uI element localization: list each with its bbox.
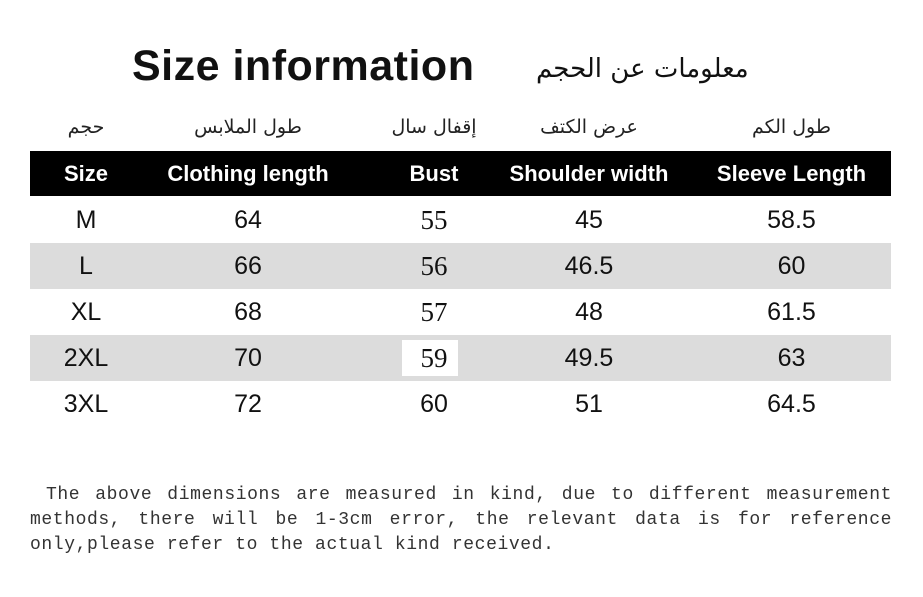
header-clothing-length: Clothing length	[167, 161, 329, 186]
table-row	[30, 243, 891, 289]
arabic-header-clothing-length: طول الملابس	[194, 116, 302, 138]
cell-shoulder-width: 45	[575, 206, 603, 234]
arabic-header-row	[0, 116, 923, 146]
header-bust: Bust	[409, 161, 459, 186]
header-size: Size	[63, 161, 109, 186]
size-title: Size information	[132, 42, 475, 90]
arabic-header-size: حجم	[67, 116, 105, 138]
size-title-arabic: معلومات عن الحجم	[536, 54, 749, 84]
measurement-note-text: The above dimensions are measured in kind, due to different measurement methods, there will be 1-3cm error, the relevant data is for reference only,please refer to the actual kind received.	[30, 485, 892, 555]
cell-shoulder-width: 49.5	[564, 344, 614, 372]
table-row	[30, 289, 891, 335]
cell-sleeve-length: 63	[777, 344, 806, 372]
cell-clothing-length: 72	[234, 390, 262, 418]
measurement-note	[30, 483, 892, 558]
cell-clothing-length: 64	[234, 206, 262, 234]
cell-size: 3XL	[63, 390, 109, 418]
arabic-header-sleeve-length: طول الكم	[752, 116, 831, 138]
table-header	[30, 151, 891, 196]
cell-size: 2XL	[63, 344, 109, 372]
cell-clothing-length: 70	[234, 344, 262, 372]
cell-shoulder-width: 51	[575, 390, 603, 418]
arabic-header-bust: إقفال سال	[391, 116, 477, 138]
cell-bust: 55	[420, 205, 448, 235]
cell-sleeve-length: 61.5	[767, 298, 816, 326]
cell-bust: 57	[420, 297, 448, 327]
table-row	[30, 197, 891, 243]
cell-bust: 59	[420, 343, 448, 373]
cell-clothing-length: 68	[234, 298, 262, 326]
table-row	[30, 381, 891, 427]
cell-shoulder-width: 46.5	[564, 252, 614, 280]
cell-clothing-length: 66	[234, 252, 262, 280]
cell-shoulder-width: 48	[575, 298, 603, 326]
cell-sleeve-length: 64.5	[767, 390, 816, 418]
cell-size: XL	[70, 298, 102, 326]
cell-sleeve-length: 58.5	[767, 206, 816, 234]
header-sleeve-length: Sleeve Length	[716, 161, 867, 186]
table-row	[30, 335, 891, 381]
cell-bust: 56	[420, 251, 448, 281]
arabic-header-shoulder-width: عرض الكتف	[540, 116, 638, 138]
cell-bust: 60	[420, 390, 448, 418]
cell-size: L	[79, 252, 93, 280]
cell-size: M	[75, 206, 97, 234]
header-shoulder-width: Shoulder width	[509, 161, 669, 186]
cell-sleeve-length: 60	[777, 252, 806, 280]
